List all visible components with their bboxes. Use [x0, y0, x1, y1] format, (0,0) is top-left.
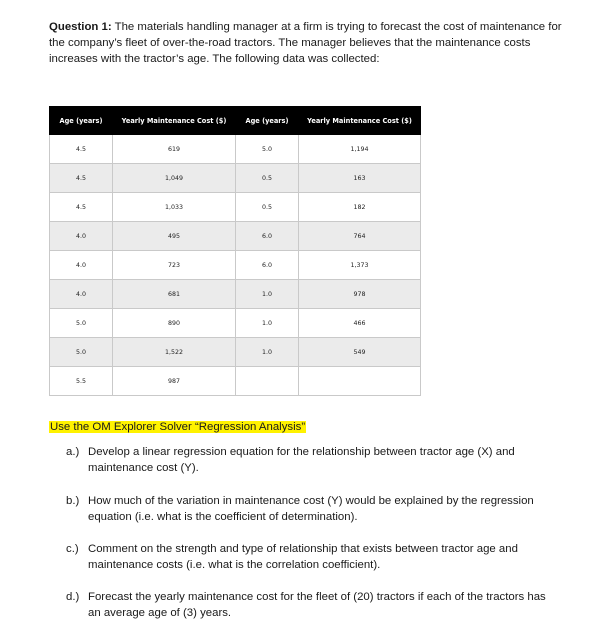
- cell-cost: 764: [299, 222, 421, 251]
- table-row: [50, 367, 421, 396]
- cell-cost: 1,194: [299, 135, 421, 164]
- cell-age: [236, 367, 299, 396]
- table-row: [50, 135, 421, 164]
- table-row: [50, 309, 421, 338]
- part-marker: b.): [66, 495, 80, 507]
- cell-age: 0.5: [236, 193, 299, 222]
- question-label: Question 1:: [49, 21, 112, 33]
- cell-age: 4.0: [50, 280, 113, 309]
- cell-cost: 182: [299, 193, 421, 222]
- header-cost-1: Yearly Maintenance Cost ($): [113, 107, 236, 135]
- cell-cost: 681: [113, 280, 236, 309]
- solver-instruction: Use the OM Explorer Solver “Regression Analysis”: [50, 421, 306, 433]
- part-b: [66, 493, 558, 525]
- data-table: [49, 106, 421, 396]
- cell-cost: 1,373: [299, 251, 421, 280]
- cell-cost: 1,033: [113, 193, 236, 222]
- cell-cost: 1,522: [113, 338, 236, 367]
- part-text: Forecast the yearly maintenance cost for the fleet of (20) tractors if each of the tractors has an average age of (3) years.: [88, 591, 546, 619]
- cell-cost: 466: [299, 309, 421, 338]
- cell-cost: 890: [113, 309, 236, 338]
- cell-age: 5.5: [50, 367, 113, 396]
- cell-age: 5.0: [50, 309, 113, 338]
- cell-cost: 495: [113, 222, 236, 251]
- cell-age: 4.5: [50, 135, 113, 164]
- cell-age: 6.0: [236, 251, 299, 280]
- table-row: [50, 193, 421, 222]
- cell-age: 0.5: [236, 164, 299, 193]
- header-age-1: Age (years): [50, 107, 113, 135]
- header-cost-2: Yearly Maintenance Cost ($): [299, 107, 421, 135]
- part-marker: d.): [66, 591, 80, 603]
- cell-cost: 619: [113, 135, 236, 164]
- cell-age: 1.0: [236, 338, 299, 367]
- cell-age: 5.0: [236, 135, 299, 164]
- part-marker: a.): [66, 446, 80, 458]
- cell-cost: 987: [113, 367, 236, 396]
- cell-age: 6.0: [236, 222, 299, 251]
- cell-age: 1.0: [236, 280, 299, 309]
- part-c: [66, 541, 558, 573]
- header-age-2: Age (years): [236, 107, 299, 135]
- part-text: How much of the variation in maintenance cost (Y) would be explained by the regression equation (i.e. what is the coefficient of determination).: [88, 495, 534, 523]
- part-marker: c.): [66, 543, 79, 555]
- question-parts: [66, 444, 558, 621]
- cell-cost: 723: [113, 251, 236, 280]
- table-row: [50, 222, 421, 251]
- cell-age: 4.0: [50, 222, 113, 251]
- table-header-row: [50, 107, 421, 135]
- cell-cost: 1,049: [113, 164, 236, 193]
- cell-age: 5.0: [50, 338, 113, 367]
- question-text: The materials handling manager at a firm is trying to forecast the cost of maintenance for the company’s fleet of over-the-road tractors. The manager believes that the maintenance costs increases with the tractor’s age. The following data was collected:: [49, 21, 562, 65]
- cell-cost: 978: [299, 280, 421, 309]
- cell-cost: 549: [299, 338, 421, 367]
- cell-cost: 163: [299, 164, 421, 193]
- question-intro: [49, 19, 569, 67]
- part-text: Develop a linear regression equation for the relationship between tractor age (X) and maintenance cost (Y).: [88, 446, 515, 474]
- cell-age: 4.5: [50, 164, 113, 193]
- part-text: Comment on the strength and type of relationship that exists between tractor age and maintenance costs (i.e. what is the correlation coefficient).: [88, 543, 518, 571]
- part-a: [66, 444, 558, 476]
- cell-age: 4.0: [50, 251, 113, 280]
- table-row: [50, 338, 421, 367]
- table-row: [50, 251, 421, 280]
- part-d: [66, 589, 558, 621]
- cell-age: 4.5: [50, 193, 113, 222]
- cell-cost: [299, 367, 421, 396]
- table-row: [50, 164, 421, 193]
- table-row: [50, 280, 421, 309]
- cell-age: 1.0: [236, 309, 299, 338]
